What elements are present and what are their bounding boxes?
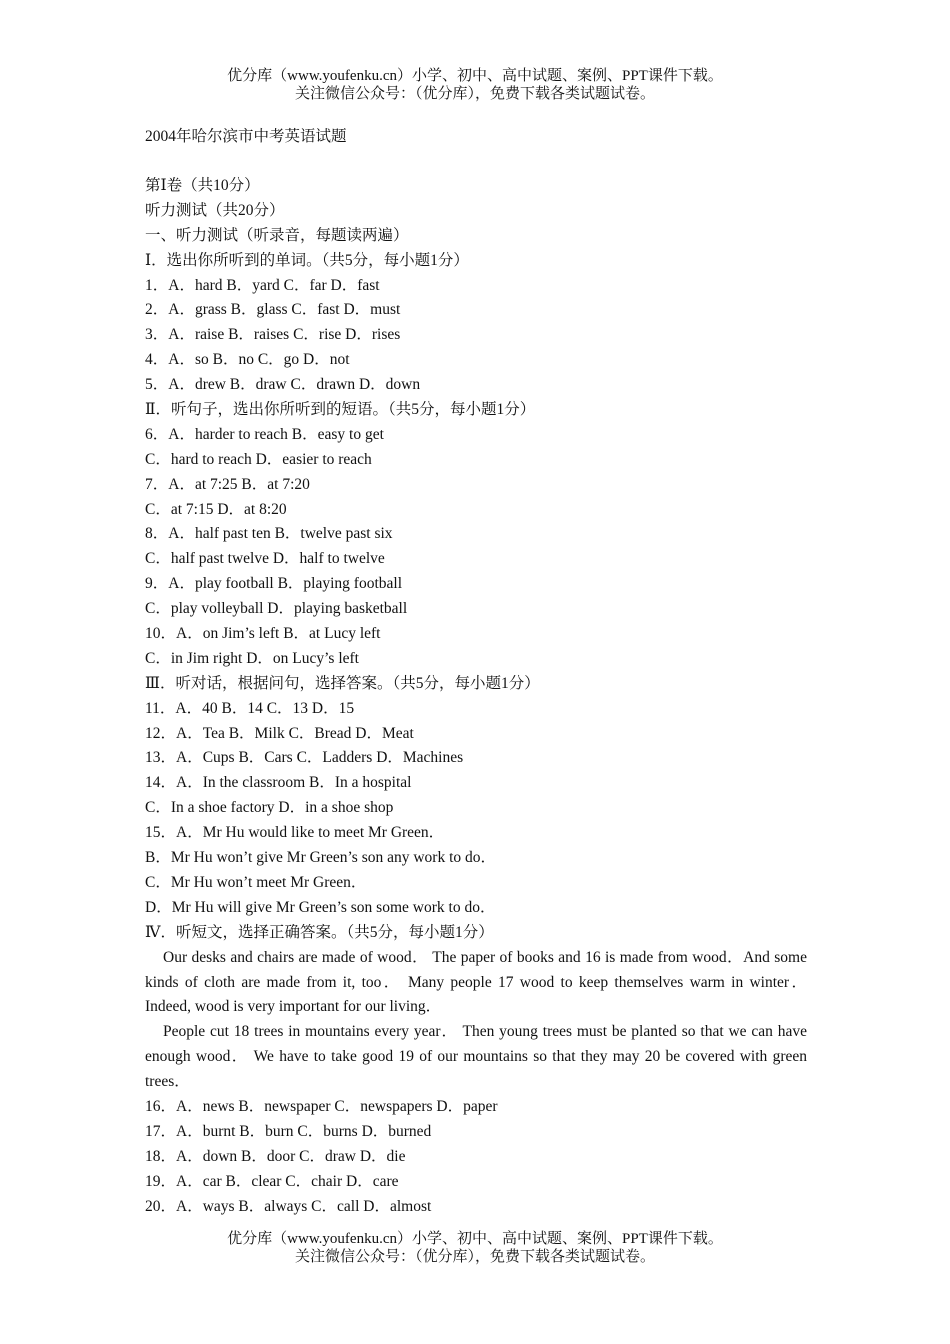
text-line: C．Mr Hu won’t meet Mr Green． (145, 873, 367, 891)
passage-paragraph: Our desks and chairs are made of wood． The paper of books and 16 is made from wood．And some kinds of cloth are made from it, too． Many people 17 wood to keep themselves warm in winter． Indeed, wood is very important for our living． (145, 948, 807, 1016)
text-line: C．play volleyball D．playing basketball (145, 600, 408, 618)
text-line: 第Ⅰ卷（共10分） (145, 177, 260, 194)
listening-questions-16-20 (145, 1095, 807, 1219)
passage-paragraph: People cut 18 trees in mountains every year． Then young trees must be planted so that we can have enough wood． We have to take good 19 of our mountains so that they may 20 be covered with green trees． (145, 1023, 807, 1091)
text-line: 18．A．down B．door C．draw D．die (145, 1147, 406, 1165)
document-title: 2004年哈尔滨市中考英语试题 (145, 128, 347, 145)
footer-line-2: 关注微信公众号：（优分库），免费下载各类试题试卷。 (294, 1249, 655, 1265)
text-line: 13．A．Cups B．Cars C．Ladders D．Machines (145, 749, 464, 767)
text-line: 17．A．burnt B．burn C．burns D．burned (145, 1122, 432, 1140)
text-line: 10．A．on Jim’s left B．at Lucy left (145, 625, 381, 643)
text-line: C．In a shoe factory D．in a shoe shop (145, 799, 394, 817)
text-line: 19．A．car B．clear C．chair D．care (145, 1172, 399, 1190)
text-line: 1．A．hard B．yard C．far D．fast (145, 276, 380, 294)
text-line: 16．A．news B．newspaper C．newspapers D．paper (145, 1098, 498, 1116)
page-footer (0, 1230, 950, 1266)
text-line: 一、听力测试（听录音，每题读两遍） (145, 226, 409, 244)
header-line-2: 关注微信公众号：（优分库），免费下载各类试题试卷。 (294, 86, 655, 102)
text-line: B．Mr Hu won’t give Mr Green’s son any work to do． (145, 849, 497, 867)
text-line: 5．A．drew B．draw C．drawn D．down (145, 376, 421, 394)
text-line: 9．A．play football B．playing football (145, 575, 403, 593)
text-line: 8．A．half past ten B．twelve past six (145, 525, 393, 543)
text-line: Ⅱ．听句子，选出你所听到的短语。（共5分，每小题1分） (145, 401, 536, 419)
passage (145, 946, 807, 1095)
text-line: C．half past twelve D．half to twelve (145, 550, 385, 568)
text-line: 6．A．harder to reach B．easy to get (145, 425, 384, 443)
text-line: 7．A．at 7:25 B．at 7:20 (145, 475, 310, 493)
exam-content (145, 174, 807, 1220)
page-header (0, 67, 950, 103)
header-line-1: 优分库（www.youfenku.cn）小学、初中、高中试题、案例、PPT课件下载。 (227, 68, 723, 84)
text-line: 2．A．grass B．glass C．fast D．must (145, 301, 401, 319)
text-line: C．in Jim right D．on Lucy’s left (145, 649, 359, 667)
text-line: Ⅰ．选出你所听到的单词。（共5分，每小题1分） (145, 251, 469, 269)
listening-questions-1-15 (145, 174, 807, 946)
footer-line-1: 优分库（www.youfenku.cn）小学、初中、高中试题、案例、PPT课件下载。 (227, 1231, 723, 1247)
text-line: C．hard to reach D．easier to reach (145, 450, 372, 468)
text-line: Ⅳ．听短文，选择正确答案。（共5分，每小题1分） (145, 923, 494, 941)
text-line: D．Mr Hu will give Mr Green’s son some work to do． (145, 898, 496, 916)
text-line: 3．A．raise B．raises C．rise D．rises (145, 326, 401, 344)
text-line: 听力测试（共20分） (145, 201, 285, 219)
text-line: 4．A．so B．no C．go D．not (145, 351, 350, 369)
text-line: 11．A．40 B．14 C．13 D．15 (145, 699, 355, 717)
text-line: 12．A．Tea B．Milk C．Bread D．Meat (145, 724, 414, 742)
text-line: C．at 7:15 D．at 8:20 (145, 500, 287, 518)
text-line: 20．A．ways B．always C．call D．almost (145, 1197, 432, 1215)
text-line: 15．A．Mr Hu would like to meet Mr Green． (145, 824, 445, 842)
text-line: Ⅲ．听对话，根据问句，选择答案。（共5分，每小题1分） (145, 674, 540, 692)
text-line: 14．A．In the classroom B．In a hospital (145, 774, 412, 792)
